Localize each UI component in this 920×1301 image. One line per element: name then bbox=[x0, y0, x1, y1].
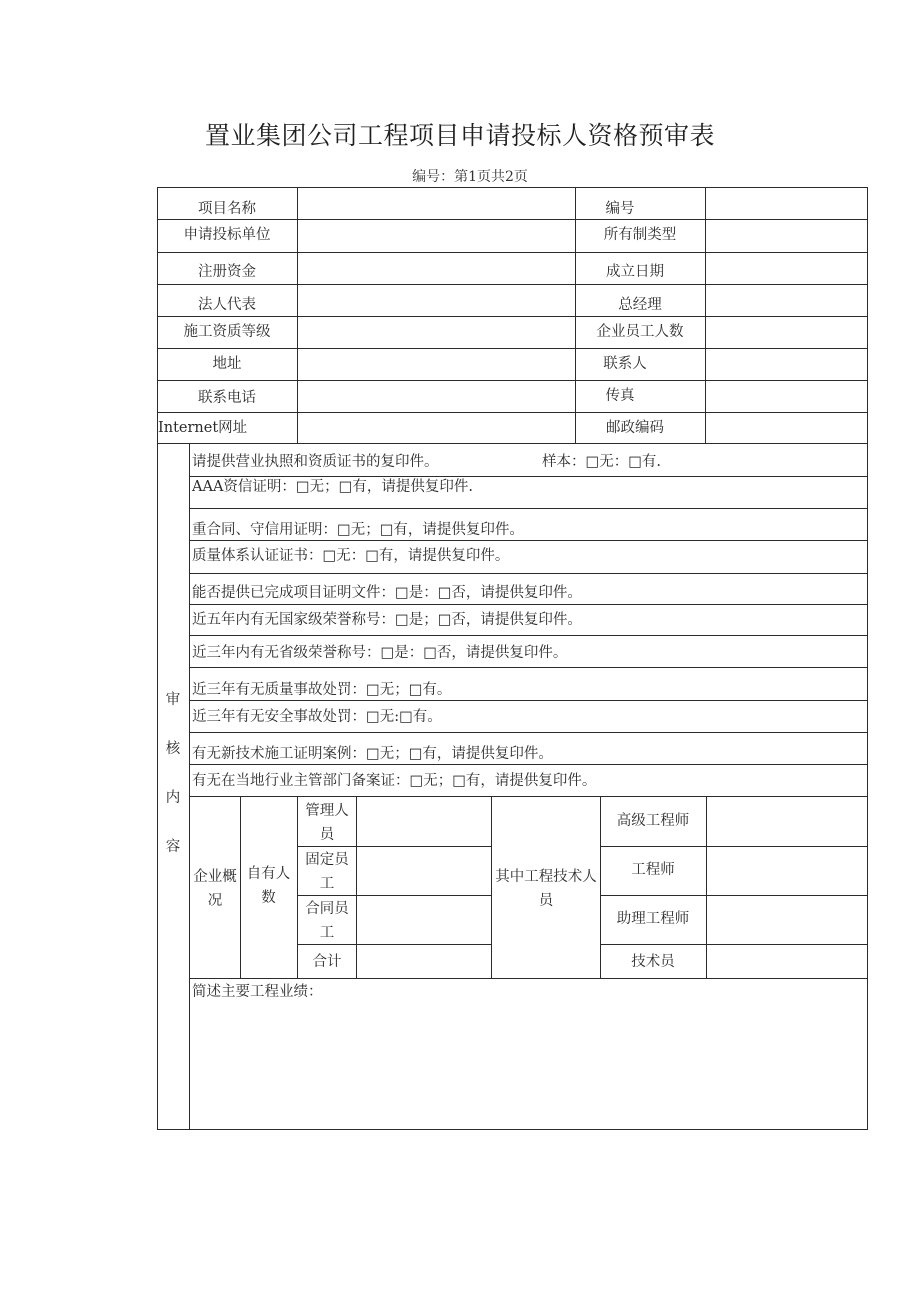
table-border-right bbox=[867, 187, 868, 1130]
staff-row-management: 管理人员 bbox=[305, 803, 349, 843]
label-ownership-type: 所有制类型 bbox=[603, 227, 677, 243]
label-address: 地址 bbox=[212, 356, 242, 372]
review-item-safety-accident: 近三年有无安全事故处罚：□无:□有。 bbox=[192, 709, 442, 725]
label-project-name: 项目名称 bbox=[198, 201, 256, 217]
label-qualification-grade: 施工资质等级 bbox=[183, 324, 271, 340]
label-employee-count: 企业员工人数 bbox=[596, 324, 684, 340]
review-item-provincial-honor: 近三年内有无省级荣誉称号：□是：□否，请提供复印件。 bbox=[192, 645, 568, 661]
review-item-new-tech: 有无新技术施工证明案例：□无；□有，请提供复印件。 bbox=[192, 746, 553, 762]
tech-row-technician: 技术员 bbox=[631, 954, 675, 970]
label-postcode: 邮政编码 bbox=[606, 420, 664, 436]
label-applicant: 申请投标单位 bbox=[183, 227, 271, 243]
enterprise-overview-label: 企业概况 bbox=[193, 869, 237, 909]
label-registered-capital: 注册资金 bbox=[198, 264, 256, 280]
label-number: 编号 bbox=[605, 201, 635, 217]
own-staff-label: 自有人数 bbox=[246, 866, 291, 906]
review-item-sample: 样本：□无：□有. bbox=[542, 454, 662, 470]
review-label-char: 审 bbox=[165, 692, 181, 708]
tech-row-senior-engineer: 高级工程师 bbox=[616, 813, 690, 829]
summary-label: 简述主要工程业绩： bbox=[192, 984, 323, 1000]
review-item-completed-projects: 能否提供已完成项目证明文件：□是：□否，请提供复印件。 bbox=[192, 585, 582, 601]
tech-row-assistant-engineer: 助理工程师 bbox=[616, 911, 690, 927]
page-number: 编号：第1页共2页 bbox=[412, 169, 528, 185]
label-established-date: 成立日期 bbox=[606, 264, 664, 280]
staff-row-total: 合计 bbox=[312, 954, 342, 970]
table-border-top bbox=[157, 187, 868, 188]
label-phone: 联系电话 bbox=[198, 390, 256, 406]
review-item-quality-cert: 质量体系认证证书：□无：□有，请提供复印件。 bbox=[192, 548, 510, 564]
label-legal-rep: 法人代表 bbox=[198, 297, 256, 313]
staff-row-permanent: 固定员工 bbox=[305, 852, 349, 892]
review-label-char: 核 bbox=[165, 741, 181, 757]
label-general-manager: 总经理 bbox=[618, 297, 662, 313]
page-title: 置业集团公司工程项目申请投标人资格预审表 bbox=[204, 121, 715, 150]
review-item-license: 请提供营业执照和资质证书的复印件。 bbox=[192, 454, 439, 470]
review-item-aaa-credit: AAA资信证明：□无；□有，请提供复印件. bbox=[192, 479, 473, 495]
label-website: Internet网址 bbox=[158, 420, 248, 436]
review-item-quality-accident: 近三年有无质量事故处罚：□无；□有。 bbox=[192, 682, 452, 698]
staff-row-contract: 合同员工 bbox=[305, 901, 349, 941]
tech-staff-label: 其中工程技术人员 bbox=[495, 869, 597, 909]
tech-row-engineer: 工程师 bbox=[631, 862, 675, 878]
table-border-bottom bbox=[157, 1129, 868, 1130]
review-item-contract-credit: 重合同、守信用证明：□无；□有，请提供复印件。 bbox=[192, 522, 524, 538]
review-label-char: 内 bbox=[165, 790, 181, 806]
label-contact-person: 联系人 bbox=[603, 356, 647, 372]
review-item-local-filing: 有无在当地行业主管部门备案证：□无；□有，请提供复印件。 bbox=[192, 773, 597, 789]
review-item-national-honor: 近五年内有无国家级荣誉称号：□是；□否，请提供复印件。 bbox=[192, 612, 582, 628]
label-fax: 传真 bbox=[605, 388, 635, 404]
review-label-char: 容 bbox=[165, 839, 181, 855]
